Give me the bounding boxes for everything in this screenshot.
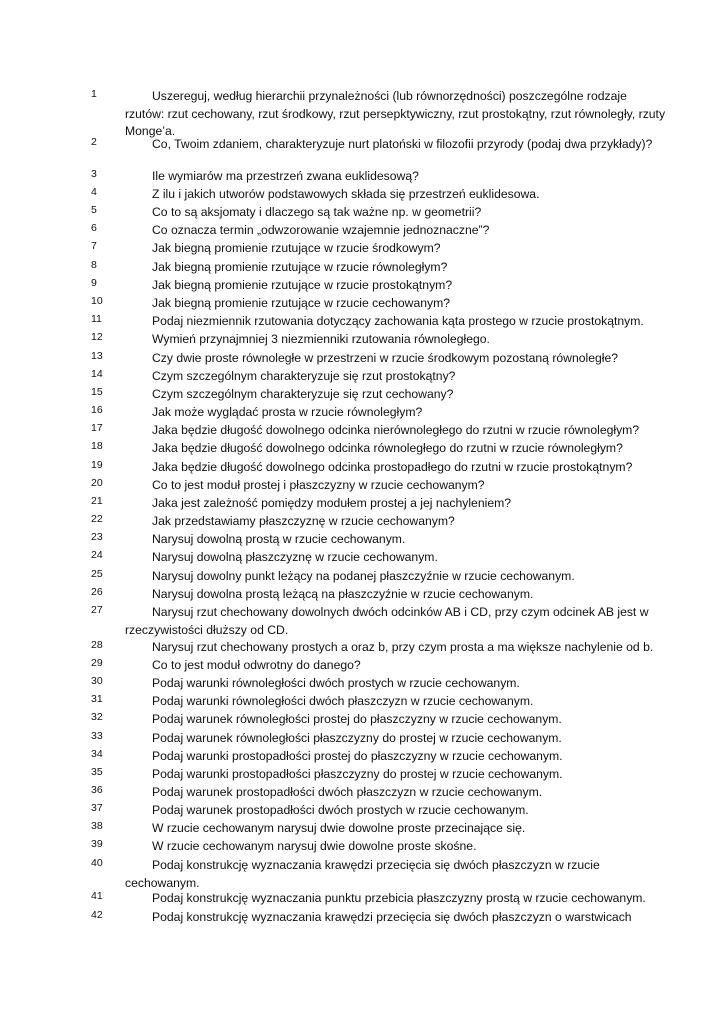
question-item: [91, 386, 666, 404]
question-item: [91, 368, 666, 386]
question-text: Jaka jest zależność pomiędzy modułem prostej a jej nachyleniem?: [152, 496, 512, 510]
question-number: 12: [91, 331, 103, 343]
question-number: 3: [91, 168, 97, 180]
question-text: Podaj warunki prostopadłości płaszczyzny do prostej w rzucie cechowanym.: [152, 767, 563, 781]
question-item: [91, 730, 666, 748]
question-text: Podaj warunek prostopadłości dwóch płaszczyzn w rzucie cechowanym.: [152, 785, 543, 799]
question-text: Narysuj rzut chechowany dowolnych dwóch odcinków AB i CD, przy czym odcinek AB jest w rzeczywistości dłuższy od CD.: [125, 605, 649, 637]
question-number: 13: [91, 350, 103, 362]
question-item: [91, 295, 666, 313]
question-number: 36: [91, 784, 103, 796]
question-number: 19: [91, 459, 103, 471]
question-text: Narysuj dowolny punkt leżący na podanej płaszczyźnie w rzucie cechowanym.: [152, 569, 575, 583]
question-item: [91, 313, 666, 331]
question-number: 18: [91, 440, 103, 452]
question-number: 7: [91, 240, 97, 252]
question-text: Narysuj dowolna prostą leżącą na płaszczyźnie w rzucie cechowanym.: [152, 587, 534, 601]
question-text: Ile wymiarów ma przestrzeń zwana euklidesową?: [152, 169, 419, 183]
question-text: Jak biegną promienie rzutujące w rzucie równoległym?: [152, 260, 448, 274]
question-number: 14: [91, 368, 103, 380]
question-text: Czym szczególnym charakteryzuje się rzut cechowany?: [152, 387, 454, 401]
question-item: [91, 802, 666, 820]
question-number: 24: [91, 549, 103, 561]
question-number: 31: [91, 693, 103, 705]
question-item: [91, 820, 666, 838]
question-number: 6: [91, 222, 97, 234]
question-number: 15: [91, 386, 103, 398]
question-item: [91, 88, 666, 141]
question-text: Narysuj dowolną prostą w rzucie cechowanym.: [152, 532, 406, 546]
question-item: [91, 675, 666, 693]
question-item: [91, 549, 666, 567]
question-text: Co, Twoim zdaniem, charakteryzuje nurt platoński w filozofii przyrody (podaj dwa przykłady)?: [152, 137, 653, 151]
question-text: Jak biegną promienie rzutujące w rzucie cechowanym?: [152, 296, 451, 310]
question-item: [91, 204, 666, 222]
question-text: Co to jest moduł odwrotny do danego?: [152, 658, 361, 672]
question-item: [91, 857, 666, 892]
question-text: Podaj konstrukcję wyznaczania punktu przebicia płaszczyzny prostą w rzucie cechowanym.: [152, 891, 646, 905]
question-text: Jak przedstawiamy płaszczyznę w rzucie cechowanym?: [152, 514, 455, 528]
question-text: Podaj warunki równoległości dwóch płaszczyzn w rzucie cechowanym.: [152, 694, 534, 708]
question-number: 8: [91, 259, 97, 271]
question-text: Podaj warunek prostopadłości dwóch prostych w rzucie cechowanym.: [152, 803, 529, 817]
question-number: 39: [91, 838, 103, 850]
question-number: 40: [91, 857, 103, 869]
question-number: 16: [91, 404, 103, 416]
question-item: [91, 693, 666, 711]
question-item: [91, 766, 666, 784]
question-item: [91, 890, 666, 908]
question-text: Uszereguj, według hierarchii przynależności (lub równorzędności) poszczególne rodzaje rzutów: rzut cechowany, rzut środkowy, rzut persepktywiczny, rzut prostokątny, rzut równoległy, rzuty Monge’a.: [125, 89, 666, 138]
question-item: [91, 404, 666, 422]
question-item: [91, 350, 666, 368]
question-text: Co to są aksjomaty i dlaczego są tak ważne np. w geometrii?: [152, 205, 482, 219]
question-text: Czy dwie proste równoległe w przestrzeni w rzucie środkowym pozostaną równoległe?: [152, 351, 619, 365]
question-number: 32: [91, 711, 103, 723]
question-number: 35: [91, 766, 103, 778]
question-text: Podaj warunek równoległości płaszczyzny do prostej w rzucie cechowanym.: [152, 731, 562, 745]
question-number: 33: [91, 730, 103, 742]
question-item: [91, 495, 666, 513]
question-text: W rzucie cechowanym narysuj dwie dowolne proste przecinające się.: [152, 821, 526, 835]
question-item: [91, 586, 666, 604]
question-number: 11: [91, 313, 102, 325]
question-text: Podaj warunki równoległości dwóch prostych w rzucie cechowanym.: [152, 676, 520, 690]
question-text: Jak może wyglądać prosta w rzucie równoległym?: [152, 405, 423, 419]
question-number: 34: [91, 748, 103, 760]
question-item: [91, 909, 666, 927]
question-item: [91, 604, 666, 639]
question-number: 26: [91, 586, 103, 598]
question-item: [91, 838, 666, 856]
question-text: Podaj konstrukcję wyznaczania krawędzi przecięcia się dwóch płaszczyzn w rzucie cechowanym.: [125, 858, 600, 890]
question-item: [91, 422, 666, 440]
question-text: Jaka będzie długość dowolnego odcinka prostopadłego do rzutni w rzucie prostokątnym?: [152, 460, 633, 474]
question-number: 10: [91, 295, 103, 307]
question-text: Narysuj rzut chechowany prostych a oraz b, przy czym prosta a ma większe nachylenie od b.: [152, 640, 654, 654]
question-text: Jak biegną promienie rzutujące w rzucie prostokątnym?: [152, 278, 453, 292]
question-number: 5: [91, 204, 97, 216]
question-text: Co oznacza termin „odwzorowanie wzajemnie jednoznaczne”?: [152, 223, 490, 237]
question-number: 28: [91, 639, 103, 651]
question-text: Czym szczególnym charakteryzuje się rzut prostokątny?: [152, 369, 456, 383]
question-item: [91, 136, 666, 154]
question-number: 25: [91, 568, 103, 580]
question-number: 23: [91, 531, 103, 543]
question-number: 29: [91, 657, 103, 669]
question-number: 1: [91, 88, 97, 100]
question-number: 20: [91, 477, 103, 489]
question-number: 21: [91, 495, 103, 507]
question-number: 30: [91, 675, 103, 687]
question-item: [91, 477, 666, 495]
question-text: Podaj warunki prostopadłości prostej do płaszczyzny w rzucie cechowanym.: [152, 749, 563, 763]
question-text: Jaka będzie długość dowolnego odcinka nierównoległego do rzutni w rzucie równoległym?: [152, 423, 640, 437]
question-text: Narysuj dowolną płaszczyznę w rzucie cechowanym.: [152, 550, 438, 564]
question-item: [91, 784, 666, 802]
question-item: [91, 222, 666, 240]
question-number: 22: [91, 513, 103, 525]
question-text: Podaj niezmiennik rzutowania dotyczący zachowania kąta prostego w rzucie prostokątnym.: [152, 314, 644, 328]
question-item: [91, 711, 666, 729]
question-item: [91, 168, 666, 186]
question-item: [91, 748, 666, 766]
question-item: [91, 657, 666, 675]
question-item: [91, 277, 666, 295]
question-number: 2: [91, 136, 97, 148]
question-item: [91, 513, 666, 531]
question-number: 37: [91, 802, 103, 814]
question-text: Wymień przynajmniej 3 niezmienniki rzutowania równoległego.: [152, 332, 490, 346]
question-number: 17: [91, 422, 103, 434]
question-text: Podaj warunek równoległości prostej do płaszczyzny w rzucie cechowanym.: [152, 712, 562, 726]
question-number: 42: [91, 909, 103, 921]
question-number: 9: [91, 277, 97, 289]
question-item: [91, 459, 666, 477]
question-number: 4: [91, 186, 97, 198]
question-item: [91, 568, 666, 586]
question-item: [91, 240, 666, 258]
question-number: 38: [91, 820, 103, 832]
question-text: Podaj konstrukcję wyznaczania krawędzi przecięcia się dwóch płaszczyzn o warstwicach: [152, 910, 632, 924]
question-item: [91, 440, 666, 458]
question-text: W rzucie cechowanym narysuj dwie dowolne proste skośne.: [152, 839, 477, 853]
question-item: [91, 531, 666, 549]
question-item: [91, 259, 666, 277]
question-item: [91, 331, 666, 349]
question-text: Z ilu i jakich utworów podstawowych składa się przestrzeń euklidesowa.: [152, 187, 540, 201]
question-text: Jaka będzie długość dowolnego odcinka równoległego do rzutni w rzucie równoległym?: [152, 441, 623, 455]
question-text: Jak biegną promienie rzutujące w rzucie środkowym?: [152, 241, 441, 255]
question-item: [91, 186, 666, 204]
question-number: 27: [91, 604, 103, 616]
question-text: Co to jest moduł prostej i płaszczyzny w rzucie cechowanym?: [152, 478, 485, 492]
question-number: 41: [91, 890, 103, 902]
question-item: [91, 639, 666, 657]
